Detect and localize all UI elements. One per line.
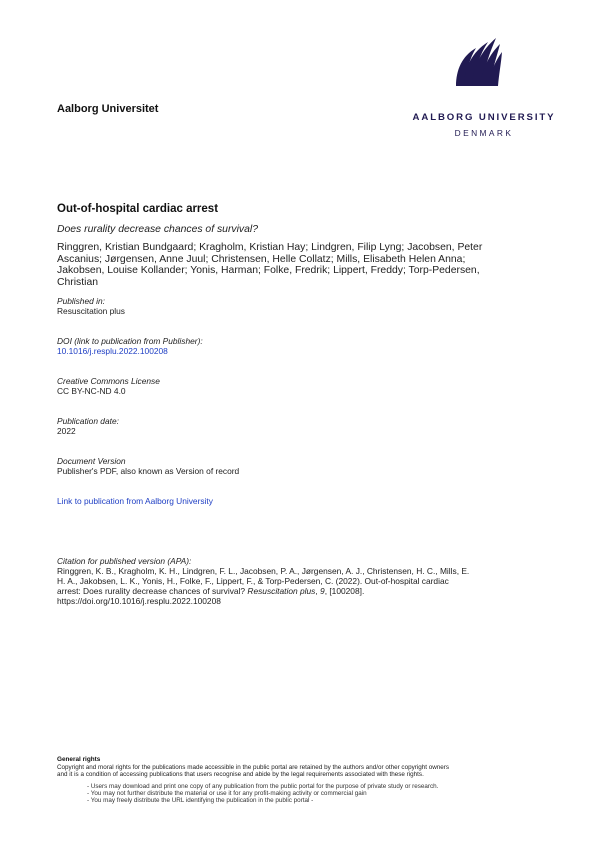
publication-date-block: [57, 416, 119, 436]
doi-label: DOI (link to publication from Publisher):: [57, 336, 203, 346]
author-line: Ringgren, Kristian Bundgaard; Kragholm, Kristian Hay; Lindgren, Filip Lyng; Jacobsen, Peter: [57, 242, 483, 253]
logo-wordmark: AALBORG UNIVERSITY: [412, 112, 556, 123]
doi-link[interactable]: 10.1016/j.resplu.2022.100208: [57, 346, 168, 356]
author-line: Ascanius; Jørgensen, Anne Juul; Christensen, Helle Collatz; Mills, Elisabeth Helen Anna;: [57, 253, 466, 265]
document-version-block: [57, 456, 239, 476]
rights-list-item: - Users may download and print one copy of any publication from the public portal for the purpose of private study or research.: [87, 783, 439, 791]
doi-block: [57, 336, 203, 356]
author-line: Jakobsen, Louise Kollander; Yonis, Harman; Folke, Fredrik; Lippert, Freddy; Torp-Pedersen,: [57, 265, 480, 277]
rights-list-item: - You may not further distribute the material or use it for any profit-making activity or commercial gain: [87, 790, 367, 798]
publication-title: Out-of-hospital cardiac arrest: [57, 203, 219, 215]
portal-link[interactable]: Link to publication from Aalborg University: [57, 496, 213, 506]
author-line: Christian: [57, 277, 98, 289]
citation-pages: , [100208].: [324, 586, 365, 596]
citation-volume: 9: [320, 586, 325, 596]
publication-subtitle: Does rurality decrease chances of survival?: [57, 224, 258, 235]
citation-text: arrest: Does rurality decrease chances of survival?: [57, 586, 248, 596]
license-block: [57, 376, 160, 396]
publication-date-label: Publication date:: [57, 416, 119, 426]
general-rights-heading: General rights: [57, 756, 101, 763]
license-label: Creative Commons License: [57, 376, 160, 386]
published-in-block: [57, 296, 125, 316]
general-rights-text: Copyright and moral rights for the publications made accessible in the public portal are retained by the authors and/or other copyright owners: [57, 764, 450, 771]
citation-journal: Resuscitation plus: [247, 586, 316, 596]
document-version-label: Document Version: [57, 456, 126, 466]
citation-line: H. A., Jakobsen, L. K., Yonis, H., Folke, F., Lippert, F., & Torp-Pedersen, C. (2022). Out-of-hospital cardiac: [57, 576, 449, 586]
logo-waves-icon: [404, 36, 564, 108]
general-rights-block: [57, 756, 557, 804]
institution-name: Aalborg Universitet: [57, 103, 159, 115]
author-list: [57, 242, 557, 289]
citation-label: Citation for published version (APA):: [57, 556, 192, 566]
published-in-value: Resuscitation plus: [57, 306, 125, 316]
logo-country: DENMARK: [454, 128, 514, 138]
document-version-value: Publisher's PDF, also known as Version of record: [57, 466, 240, 476]
published-in-label: Published in:: [57, 296, 105, 306]
rights-list-item: - You may freely distribute the URL identifying the publication in the public portal -: [87, 797, 314, 805]
citation-line: Ringgren, K. B., Kragholm, K. H., Lindgren, F. L., Jacobsen, P. A., Jørgensen, A. J., Christensen, H. C., Mills, E.: [57, 566, 470, 576]
citation-doi-url: https://doi.org/10.1016/j.resplu.2022.100208: [57, 596, 221, 606]
university-logo: [404, 36, 564, 146]
rights-list: [57, 783, 557, 804]
license-value: CC BY-NC-ND 4.0: [57, 386, 126, 396]
publication-date-value: 2022: [57, 426, 76, 436]
citation-block: [57, 556, 537, 606]
citation-line: [57, 586, 537, 596]
citation-separator: ,: [315, 586, 321, 596]
general-rights-text: and it is a condition of accessing publications that users recognise and abide by the legal requirements associated with these rights.: [57, 771, 424, 779]
